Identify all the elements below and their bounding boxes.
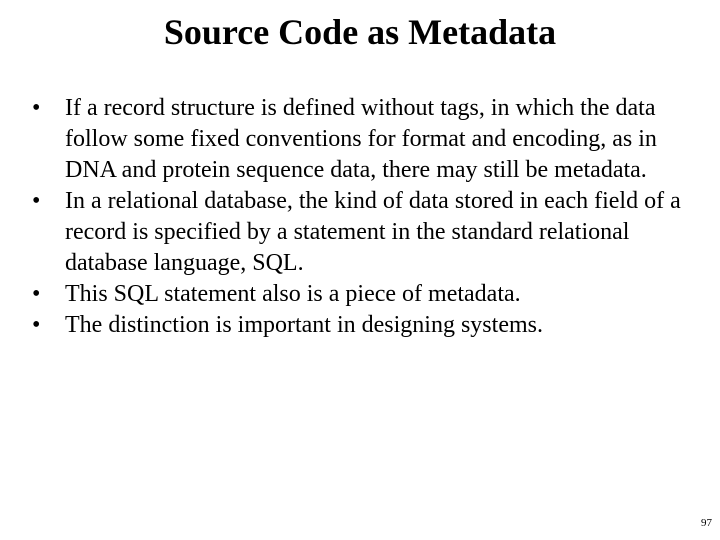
bullet-text: This SQL statement also is a piece of metadata. [65,281,521,307]
bullet-icon: • [32,312,41,338]
bullet-icon: • [32,95,41,121]
bullet-icon: • [32,281,41,307]
bullet-icon: • [32,188,41,214]
bullet-text: In a relational database, the kind of data stored in each field of a record is specified by a statement in the standard relational database language, SQL. [65,188,681,276]
page-number: 97 [701,517,712,529]
bullet-list [32,93,692,341]
bullet-item [32,186,692,279]
bullet-text: If a record structure is defined without tags, in which the data follow some fixed conventions for format and encoding, as in DNA and protein sequence data, there may still be metadata. [65,95,657,183]
bullet-item [32,310,692,341]
slide-title: Source Code as Metadata [163,12,557,52]
bullet-item [32,279,692,310]
bullet-item [32,93,692,186]
bullet-text: The distinction is important in designing systems. [65,312,543,338]
